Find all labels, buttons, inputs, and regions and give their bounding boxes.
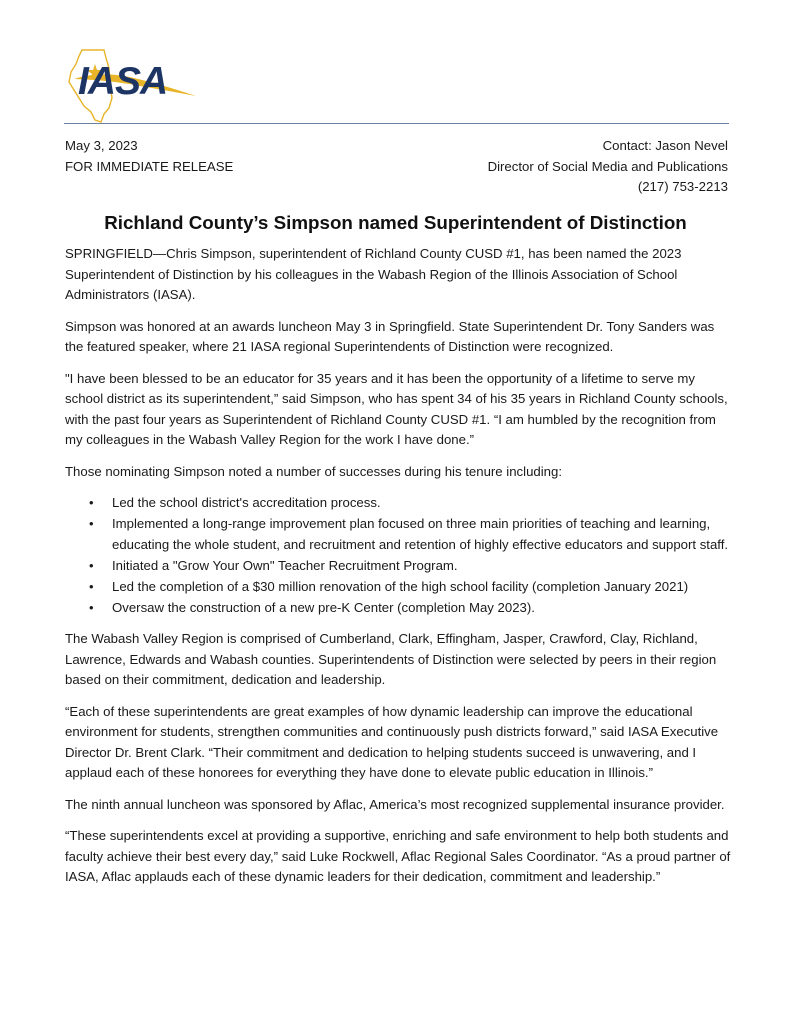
list-item xyxy=(89,514,733,555)
release-meta xyxy=(65,136,233,177)
list-item xyxy=(89,556,733,577)
list-item-text: Implemented a long-range improvement plan focused on three main priorities of teaching and learning, educating the whole student, and recruitment and retention of highly effective educators and support staff. xyxy=(112,516,729,552)
paragraph: The ninth annual luncheon was sponsored by Aflac, America’s most recognized supplemental insurance provider. xyxy=(65,796,725,812)
success-list xyxy=(65,493,733,618)
contact-title: Director of Social Media and Publications xyxy=(487,158,728,174)
bullet-icon: • xyxy=(89,495,94,510)
contact-block xyxy=(488,136,728,198)
logo-wordmark: IASA xyxy=(78,60,168,103)
article-body xyxy=(65,244,733,899)
list-item-text: Led the school district's accreditation process. xyxy=(112,495,381,510)
release-label: FOR IMMEDIATE RELEASE xyxy=(65,158,234,174)
paragraph: SPRINGFIELD—Chris Simpson, superintendent of Richland County CUSD #1, has been named the 2023 Superintendent of Distinction by his colleagues in the Wabash Region of the Illinois Association of School Administrators (IASA). xyxy=(65,246,682,302)
paragraph: “Each of these superintendents are great examples of how dynamic leadership can improve the educational environment for students, strengthen communities and continuously push districts forward,” said IASA Executive Director Dr. Brent Clark. “Their commitment and dedication to helping students succeed is unwavering, and I applaud each of these honorees for everything they have done to elevate public education in Illinois.” xyxy=(65,703,719,780)
list-item-text: Initiated a "Grow Your Own" Teacher Recruitment Program. xyxy=(112,557,458,573)
page-title: Richland County’s Simpson named Superintendent of Distinction xyxy=(104,212,687,233)
paragraph: The Wabash Valley Region is comprised of Cumberland, Clark, Effingham, Jasper, Crawford, Clay, Richland, Lawrence, Edwards and Wabash counties. Superintendents of Distinction were selected by peers in their region based on their commitment, dedication and leadership. xyxy=(65,631,717,687)
release-date: May 3, 2023 xyxy=(65,138,138,153)
bullet-icon: • xyxy=(89,557,94,573)
bullet-icon: • xyxy=(89,578,94,594)
bullet-icon: • xyxy=(89,599,94,615)
header-divider xyxy=(64,123,729,124)
list-item-text: Oversaw the construction of a new pre-K Center (completion May 2023). xyxy=(112,599,535,615)
list-item-text: Led the completion of a $30 million renovation of the high school facility (completion January 2021) xyxy=(112,578,689,594)
list-item xyxy=(89,598,733,619)
bullet-icon: • xyxy=(89,516,94,531)
paragraph: Simpson was honored at an awards luncheon May 3 in Springfield. State Superintendent Dr. Tony Sanders was the featured speaker, where 21 IASA regional Superintendents of Distinction were recognized. xyxy=(65,318,715,354)
paragraph: Those nominating Simpson noted a number of successes during his tenure including: xyxy=(65,463,563,479)
contact-phone: (217) 753-2213 xyxy=(637,179,728,194)
paragraph: "I have been blessed to be an educator for 35 years and it has been the opportunity of a lifetime to serve my school district as its superintendent,” said Simpson, who has spent 34 of his 35 years in Richland County schools, with the past four years as Superintendent of Richland County CUSD #1. “I am humbled by the recognition from my colleagues in the Wabash Valley Region for the work I have done.” xyxy=(65,370,728,447)
list-item xyxy=(89,577,733,598)
paragraph: “These superintendents excel at providing a supportive, enriching and safe environment to help both students and faculty achieve their best every day,” said Luke Rockwell, Aflac Regional Sales Coordinator. “As a proud partner of IASA, Aflac applauds each of these dynamic leaders for their dedication, commitment and leadership.” xyxy=(65,828,731,884)
list-item xyxy=(89,493,733,514)
contact-name: Contact: Jason Nevel xyxy=(602,138,728,153)
